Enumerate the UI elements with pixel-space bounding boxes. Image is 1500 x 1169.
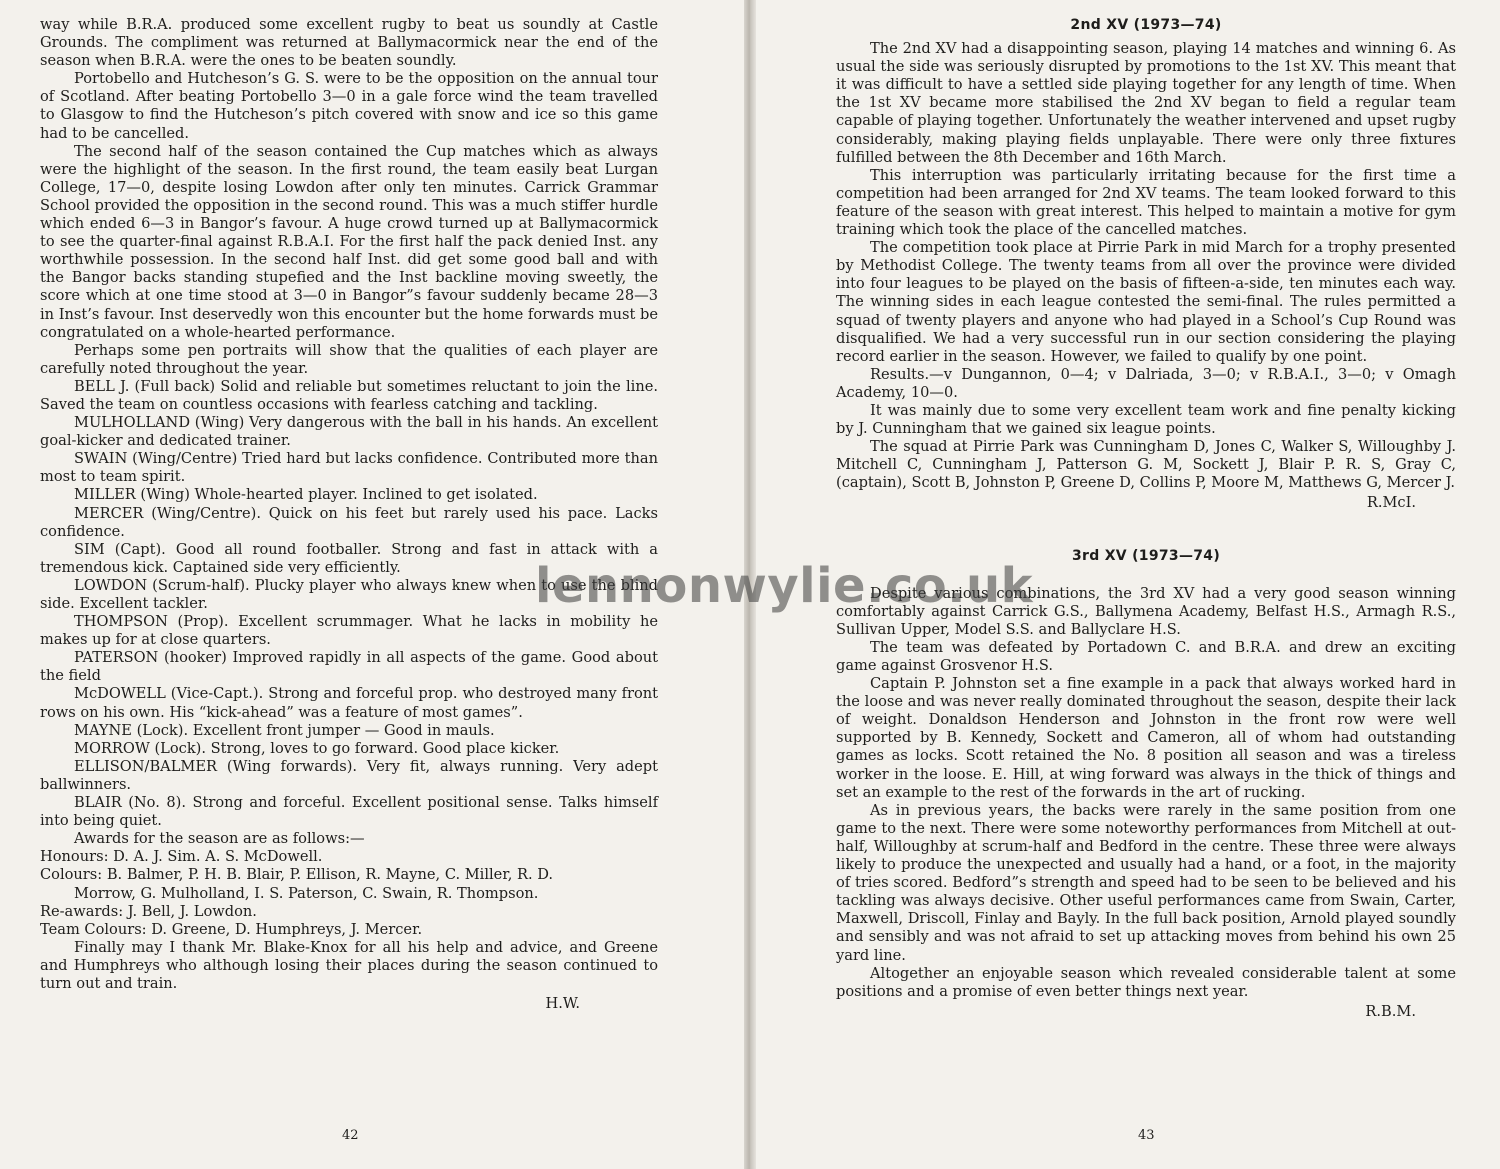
paragraph: Colours: B. Balmer, P. H. B. Blair, P. Ellison, R. Mayne, C. Miller, R. D. [40,866,554,884]
left-page-text [40,16,658,1013]
paragraph: Portobello and Hutcheson’s G. S. were to be the opposition on the annual tour of Scotland. After beating Portobello 3—0 in a gale force wind the team travelled to Glasgow to find the Hutcheson’s pitch covered with snow and ice so this game had to be cancelled. [40,70,658,142]
watermark: lennonwylie.co.uk [535,558,1034,614]
paragraph: The team was defeated by Portadown C. and B.R.A. and drew an exciting game against Grosvenor H.S. [836,638,1456,674]
paragraph: Honours: D. A. J. Sim. A. S. McDowell. [40,848,323,866]
paragraph: MERCER (Wing/Centre). Quick on his feet but rarely used his pace. Lacks confidence. [40,504,658,540]
signature: H.W. [545,995,580,1013]
paragraph: MAYNE (Lock). Excellent front jumper — Good in mauls. [74,721,495,739]
paragraph: Finally may I thank Mr. Blake-Knox for all his help and advice, and Greene and Humphreys who although losing their places during the season continued to turn out and train. [40,938,658,992]
paragraph: MORROW (Lock). Strong, loves to go forward. Good place kicker. [74,739,560,757]
paragraph: This interruption was particularly irritating because for the first time a competition had been arranged for 2nd XV teams. The team looked forward to this feature of the season with great interest. This helped to maintain a motive for gym training which took the place of the cancelled matches. [836,166,1456,239]
paragraph: PATERSON (hooker) Improved rapidly in all aspects of the game. Good about the field [40,649,658,685]
page-number: 42 [342,1128,359,1143]
paragraph: The second half of the season contained the Cup matches which as always were the highlight of the season. In the first round, the team easily beat Lurgan College, 17—0, despite losing Lowdon after only ten minutes. Carrick Grammar School provided the opposition in the second round. This was a much stiffer hurdle which ended 6—3 in Bangor’s favour. A huge crowd turned up at Ballymacormick to see the quarter-final against R.B.A.I. For the first half the pack denied Inst. any worthwhile possession. In the second half Inst. did get some good ball and with the Bangor backs standing stupefied and the Inst backline moving sweetly, the score which at one time stood at 3—0 in Bangor”s favour suddenly became 28—3 in Inst’s favour. Inst deservedly won this encounter but the home forwards must be congratulated on a whole-hearted performance. [40,142,658,341]
paragraph: Captain P. Johnston set a fine example in a pack that always worked hard in the loose and was never really dominated throughout the season, despite their lack of weight. Donaldson Henderson and Johnston in the front row were well supported by B. Kennedy, Sockett and Cameron, all of whom had outstanding games as locks. Scott retained the No. 8 position all season and was a tireless worker in the loose. E. Hill, at wing forward was always in the thick of things and set an example to the rest of the forwards in the art of rucking. [836,675,1456,801]
signature: R.McI. [1366,494,1416,512]
paragraph: Despite various combinations, the 3rd XV had a very good season winning comfortably against Carrick G.S., Ballymena Academy, Belfast H.S., Armagh R.S., Sullivan Upper, Model S.S. and Ballyclare H.S. [836,584,1456,638]
paragraph: Morrow, G. Mulholland, I. S. Paterson, C. Swain, R. Thompson. [74,884,539,902]
paragraph: The 2nd XV had a disappointing season, playing 14 matches and winning 6. As usual the side was seriously disrupted by promotions to the 1st XV. This meant that it was difficult to have a settled side playing together for any length of time. When the 1st XV became more stabilised the 2nd XV began to field a regular team capable of playing together. Unfortunately the weather intervened and upset rugby considerably, making playing fields unplayable. There were only three fixtures fulfilled between the 8th December and 16th March. [836,40,1456,166]
section-heading-2nd-xv: 2nd XV (1973—74) [1070,17,1222,33]
paragraph: The competition took place at Pirrie Park in mid March for a trophy presented by Methodist College. The twenty teams from all over the province were divided into four leagues to be played on the basis of fifteen-a-side, ten minutes each way. The winning sides in each league contested the semi-final. The rules permitted a squad of twenty players and anyone who had played in a School’s Cup Round was disqualified. We had a very successful run in our section considering the playing record earlier in the season. However, we failed to qualify by one point. [836,239,1456,365]
right-page-text [836,16,1456,1021]
paragraph: ELLISON/BALMER (Wing forwards). Very fit, always running. Very adept ballwinners. [40,757,658,793]
paragraph: It was mainly due to some very excellent team work and fine penalty kicking by J. Cunningham that we gained six league points. [836,401,1456,438]
section-heading-3rd-xv: 3rd XV (1973—74) [1071,547,1221,564]
paragraph: Awards for the season are as follows:— [74,830,365,848]
paragraph: Altogether an enjoyable season which revealed considerable talent at some positions and a promise of even better things next year. [836,964,1456,1000]
paragraph: The squad at Pirrie Park was Cunningham D, Jones C, Walker S, Willoughby J. Mitchell C, Cunningham J, Patterson G. M, Sockett J, Blair P. R. S, Gray C, (captain), Scott B, Johnston P, Greene D, Collins P, Moore M, Matthews G, Mercer J. [836,438,1456,492]
paragraph: SWAIN (Wing/Centre) Tried hard but lacks confidence. Contributed more than most to team spirit. [40,450,658,486]
paragraph: SIM (Capt). Good all round footballer. Strong and fast in attack with a tremendous kick. Captained side very efficiently. [40,540,658,576]
paragraph: Team Colours: D. Greene, D. Humphreys, J. Mercer. [40,920,423,938]
paragraph: McDOWELL (Vice-Capt.). Strong and forceful prop. who destroyed many front rows on his own. His “kick-ahead” was a feature of most games”. [40,685,658,721]
paragraph: THOMPSON (Prop). Excellent scrummager. What he lacks in mobility he makes up for at close quarters. [40,613,658,649]
paragraph: way while B.R.A. produced some excellent rugby to beat us soundly at Castle Grounds. The compliment was returned at Ballymacormick near the end of the season when B.R.A. were the ones to be beaten soundly. [40,16,658,70]
signature: R.B.M. [1365,1002,1416,1020]
paragraph: Perhaps some pen portraits will show that the qualities of each player are carefully noted throughout the year. [40,341,658,377]
paragraph: As in previous years, the backs were rarely in the same position from one game to the next. There were some noteworthy performances from Mitchell at out-half, Willoughby at scrum-half and Bedford in the centre. These three were always likely to produce the unexpected and usually had a hand, or a foot, in the majority of tries scored. Bedford”s strength and speed had to be seen to be believed and his tackling was always decisive. Other useful performances came from Swain, Carter, Maxwell, Driscoll, Finlay and Bayly. In the full back position, Arnold played soundly and sensibly and was not afraid to set up attacking moves from behind his own 25 yard line. [836,801,1456,964]
paragraph: LOWDON (Scrum-half). Plucky player who always knew when to use the blind side. Excellent tackler. [40,576,658,612]
page-number: 43 [1138,1128,1155,1143]
paragraph: BELL J. (Full back) Solid and reliable but sometimes reluctant to join the line. Saved the team on countless occasions with fearless catching and tackling. [40,377,658,413]
paragraph: BLAIR (No. 8). Strong and forceful. Excellent positional sense. Talks himself into being quiet. [40,794,658,830]
paragraph: MILLER (Wing) Whole-hearted player. Inclined to get isolated. [74,486,538,504]
paragraph: Results.—v Dungannon, 0—4; v Dalriada, 3—0; v R.B.A.I., 3—0; v Omagh Academy, 10—0. [836,365,1456,401]
paragraph: MULHOLLAND (Wing) Very dangerous with the ball in his hands. An excellent goal-kicker and dedicated trainer. [40,414,658,450]
paragraph: Re-awards: J. Bell, J. Lowdon. [40,902,257,920]
